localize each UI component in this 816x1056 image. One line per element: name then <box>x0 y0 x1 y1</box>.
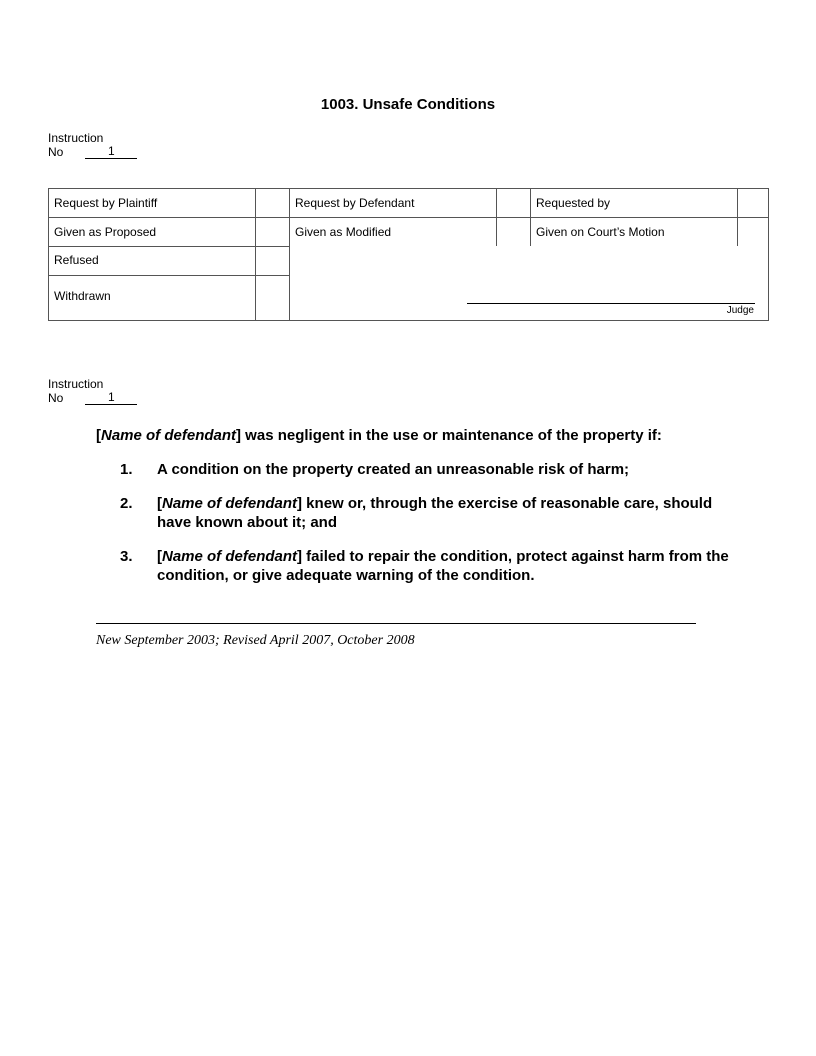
item-text: A condition on the property created an unreasonable risk of harm; <box>157 461 630 478</box>
given-as-proposed-checkbox[interactable] <box>256 218 289 246</box>
item-text: [Name of defendant] knew or, through the exercise of reasonable care, should have known about it; and <box>157 495 713 531</box>
instruction-status-table <box>48 188 769 321</box>
given-as-modified-checkbox[interactable] <box>497 218 530 246</box>
instruction-label-2: Instruction <box>48 377 104 391</box>
given-as-modified-label: Given as Modified <box>295 225 392 239</box>
instruction-label: Instruction <box>48 131 104 145</box>
item-number: 1. <box>120 461 133 478</box>
instruction-body <box>96 426 736 600</box>
given-on-courts-motion-label: Given on Court’s Motion <box>536 225 665 239</box>
revision-history-note: New September 2003; Revised April 2007, October 2008 <box>96 633 415 648</box>
instruction-number-value-2: 1 <box>85 391 137 405</box>
footer-divider <box>96 623 696 624</box>
request-by-defendant-label: Request by Defendant <box>295 196 415 210</box>
instruction-number-block <box>48 131 137 159</box>
judge-signature-line[interactable] <box>467 303 755 304</box>
refused-checkbox[interactable] <box>256 247 289 275</box>
list-item <box>120 547 736 585</box>
request-by-plaintiff-checkbox[interactable] <box>256 189 289 217</box>
requested-by-checkbox[interactable] <box>738 189 768 217</box>
no-label-2: No <box>48 391 64 405</box>
item-number: 3. <box>120 548 133 565</box>
refused-label: Refused <box>54 253 99 267</box>
instruction-number-block-2 <box>48 377 137 405</box>
request-by-defendant-checkbox[interactable] <box>497 189 530 217</box>
lead-text: was negligent in the use or maintenance of the property if: <box>241 427 662 444</box>
item-number: 2. <box>120 495 133 512</box>
requested-by-label: Requested by <box>536 196 611 210</box>
item-text-rest: knew or, through the exercise of reasonable care, should have known about it; and <box>157 495 713 531</box>
page-title: 1003. Unsafe Conditions <box>320 96 496 113</box>
judge-label: Judge <box>726 305 754 316</box>
withdrawn-checkbox[interactable] <box>256 276 289 320</box>
withdrawn-label: Withdrawn <box>54 289 111 303</box>
given-as-proposed-label: Given as Proposed <box>54 225 157 239</box>
instruction-number-value: 1 <box>85 145 137 159</box>
list-item <box>120 460 736 479</box>
defendant-placeholder: Name of defendant <box>162 548 298 565</box>
defendant-placeholder: Name of defendant <box>101 427 237 444</box>
request-by-plaintiff-label: Request by Plaintiff <box>54 196 158 210</box>
item-text: [Name of defendant] failed to repair the condition, protect against harm from the condition, or give adequate warning of the condition. <box>157 548 729 584</box>
no-label: No <box>48 145 64 159</box>
item-text-rest: failed to repair the condition, protect against harm from the condition, or give adequate warning of the condition. <box>157 548 729 584</box>
instruction-lead: [Name of defendant] was negligent in the use or maintenance of the property if: <box>96 427 662 444</box>
given-on-courts-motion-checkbox[interactable] <box>738 218 768 246</box>
list-item <box>120 494 736 532</box>
defendant-placeholder: Name of defendant <box>162 495 298 512</box>
